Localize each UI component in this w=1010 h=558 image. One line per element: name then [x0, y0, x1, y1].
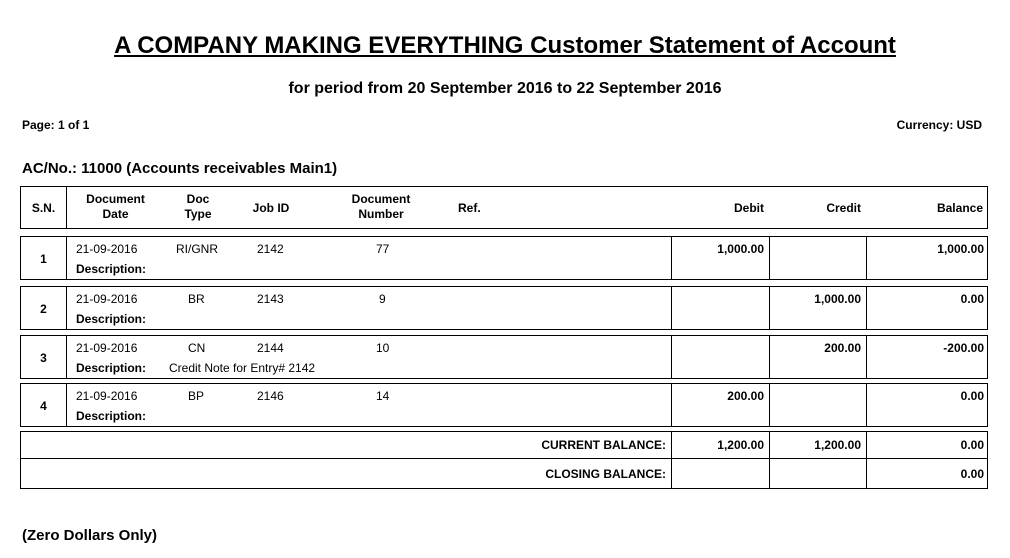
current-balance-balance: 0.00 [960, 438, 984, 452]
table-header [20, 186, 988, 229]
header-doc-type: Doc Type [184, 192, 212, 221]
header-doc-date: Document Date [86, 192, 145, 221]
row-doc-number: 14 [376, 389, 390, 403]
header-debit: Debit [734, 201, 764, 215]
row-job-id: 2143 [257, 292, 284, 306]
row-description: Credit Note for Entry# 2142 [169, 361, 316, 375]
row-balance: 0.00 [960, 292, 984, 306]
row-job-id: 2146 [257, 389, 284, 403]
header-balance: Balance [936, 201, 983, 215]
row-balance: 1,000.00 [937, 242, 984, 256]
statement-period: for period from 20 September 2016 to 22 September 2016 [288, 80, 722, 97]
table-row [20, 383, 988, 427]
closing-balance-balance: 0.00 [960, 467, 984, 481]
table-row [20, 286, 988, 330]
row-sn: 4 [40, 399, 47, 413]
row-credit: 1,000.00 [814, 292, 861, 306]
table-row [20, 335, 988, 379]
currency-label: Currency: USD [896, 118, 982, 132]
row-debit: 200.00 [727, 389, 764, 403]
row-date: 21-09-2016 [76, 292, 138, 306]
row-doc-number: 10 [376, 341, 390, 355]
current-balance-credit: 1,200.00 [814, 438, 861, 452]
row-description-label: Description: [76, 262, 147, 276]
row-job-id: 2142 [257, 242, 284, 256]
row-type: BP [188, 389, 205, 403]
totals-section [20, 431, 988, 489]
row-description-label: Description: [76, 361, 147, 375]
header-ref: Ref. [458, 201, 481, 215]
row-balance: 0.00 [960, 389, 984, 403]
amount-in-words: (Zero Dollars Only) [22, 527, 158, 544]
row-doc-number: 9 [379, 292, 386, 306]
row-debit: 1,000.00 [717, 242, 764, 256]
row-type: RI/GNR [176, 242, 218, 256]
header-job-id: Job ID [252, 201, 290, 215]
table-row [20, 236, 988, 280]
row-job-id: 2144 [257, 341, 284, 355]
row-type: BR [188, 292, 205, 306]
row-balance: -200.00 [943, 341, 984, 355]
account-number: AC/No.: 11000 (Accounts receivables Main1) [22, 160, 338, 177]
row-credit: 200.00 [824, 341, 861, 355]
header-doc-number: Document Number [351, 192, 411, 221]
statement-title: A COMPANY MAKING EVERYTHING Customer Statement of Account [114, 32, 896, 59]
row-description-label: Description: [76, 409, 147, 423]
row-sn: 2 [40, 302, 47, 316]
current-balance-label: CURRENT BALANCE: [541, 438, 666, 452]
closing-balance-label: CLOSING BALANCE: [545, 467, 666, 481]
row-sn: 3 [40, 351, 47, 365]
page-number: Page: 1 of 1 [22, 118, 90, 132]
row-doc-number: 77 [376, 242, 390, 256]
header-sn: S.N. [31, 201, 56, 215]
row-type: CN [188, 341, 206, 355]
current-balance-debit: 1,200.00 [717, 438, 764, 452]
row-sn: 1 [40, 252, 47, 266]
row-date: 21-09-2016 [76, 242, 138, 256]
header-credit: Credit [826, 201, 861, 215]
row-description-label: Description: [76, 312, 147, 326]
row-date: 21-09-2016 [76, 341, 138, 355]
row-date: 21-09-2016 [76, 389, 138, 403]
